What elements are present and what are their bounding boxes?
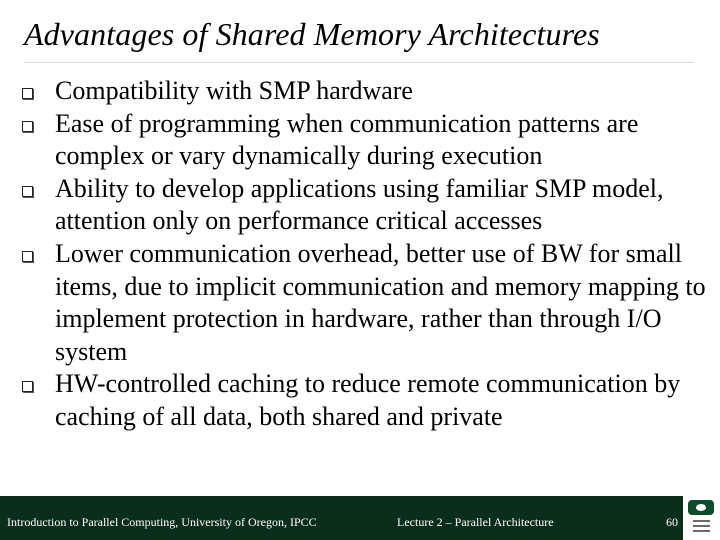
footer-bar [0,496,683,540]
oregon-o-icon [688,500,714,515]
bullet-text: Ability to develop applications using familiar SMP model, attention only on performance critical accesses [55,173,664,236]
page-number: 60 [666,515,678,529]
bullet-text: Lower communication overhead, better use of BW for small items, due to implicit communication and memory mapping to implement protection in hardware, rather than through I/O system [55,238,706,366]
university-of-oregon-logo [683,496,720,540]
hollow-square-bullet-icon [22,88,33,99]
bullet-item [22,173,720,238]
bullet-item [22,75,720,108]
bullet-list [22,75,720,434]
hollow-square-bullet-icon [22,186,33,197]
bullet-item [22,108,720,173]
footer-lecture-text: Lecture 2 – Parallel Architecture [397,515,554,529]
bullet-item [22,368,720,433]
logo-wordmark [693,520,710,535]
bullet-text: HW-controlled caching to reduce remote communication by caching of all data, both shared and private [55,369,681,431]
title-divider [24,62,694,63]
footer-course-text: Introduction to Parallel Computing, University of Oregon, IPCC [7,515,317,529]
hollow-square-bullet-icon [22,251,33,262]
slide-title: Advantages of Shared Memory Architectures [24,16,600,52]
bullet-text: Ease of programming when communication patterns are complex or vary dynamically during execution [55,108,639,171]
hollow-square-bullet-icon [22,381,33,392]
bullet-text: Compatibility with SMP hardware [55,76,413,105]
bullet-item [22,238,720,368]
hollow-square-bullet-icon [22,121,33,132]
